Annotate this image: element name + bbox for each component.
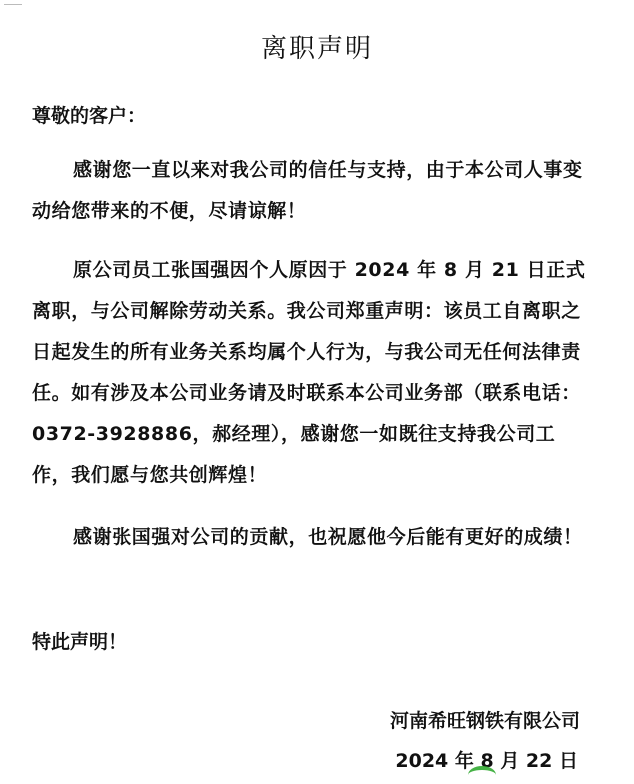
corner-mark [4,0,22,5]
closing-text: 特此声明！ [32,631,128,653]
salutation: 尊敬的客户： [32,105,147,127]
company-seal-fragment [468,766,496,784]
paragraph-statement: 原公司员工张国强因个人原因于 2024 年 8 月 21 日正式离职，与公司解除劳动关系。我公司郑重声明：该员工自离职之日起发生的所有业务关系均属个人行为，与我公司无任何法律责任。如有涉及本公司业务请及时联系本公司业务部（联系电话：0372-3928886，郝经理），感谢您一如既往支持我公司工作，我们愿与您共创辉煌！ [32,259,586,486]
document-title: 离职声明 [260,34,373,64]
company-signature: 河南希旺钢铁有限公司 [389,710,580,732]
paragraph-wishes: 感谢张国强对公司的贡献，也祝愿他今后能有更好的成绩！ [73,526,583,548]
signature-date: 2024 年 8 月 22 日 [395,750,578,772]
paragraph-thanks: 感谢您一直以来对我公司的信任与支持，由于本公司人事变动给您带来的不便，尽请谅解！ [32,159,583,222]
